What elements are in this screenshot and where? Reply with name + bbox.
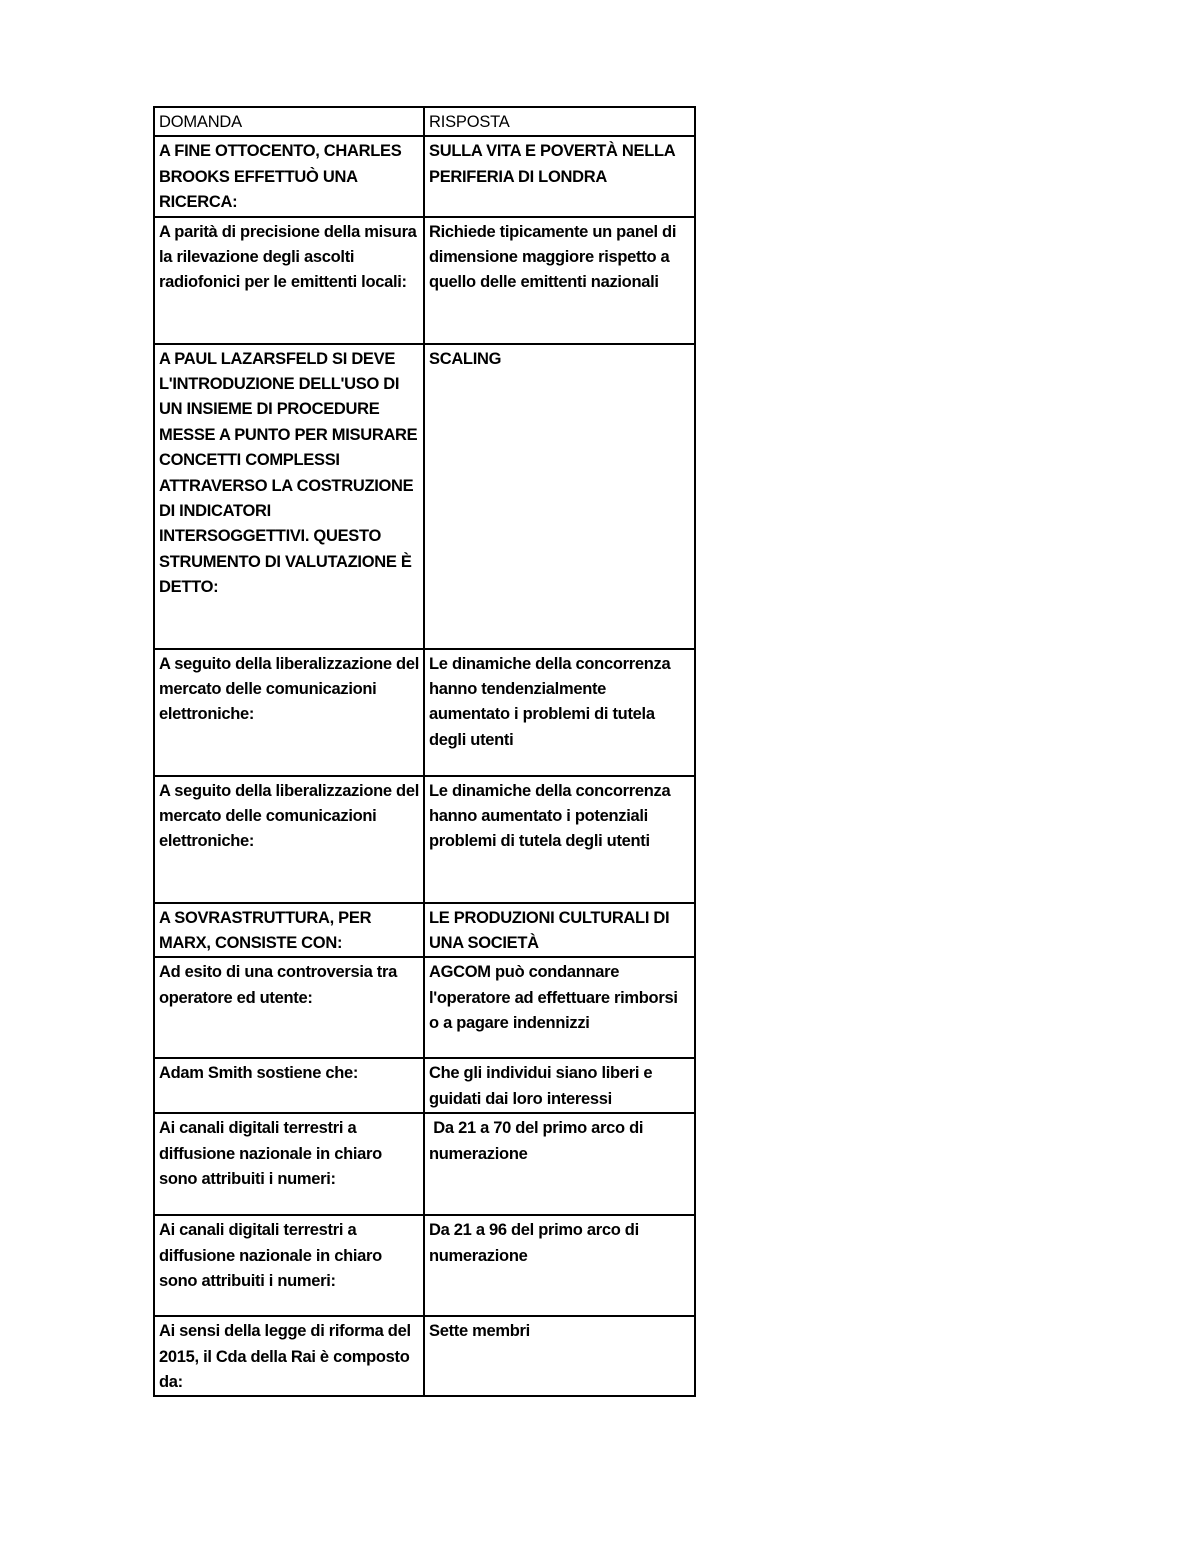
question-cell: A FINE OTTOCENTO, CHARLES BROOKS EFFETTUÒ UNA RICERCA:	[154, 136, 424, 216]
question-cell: Ai sensi della legge di riforma del 2015, il Cda della Rai è composto da:	[154, 1316, 424, 1396]
table-row	[154, 957, 695, 1058]
answer-cell: SULLA VITA E POVERTÀ NELLA PERIFERIA DI LONDRA	[424, 136, 695, 216]
question-cell: Ad esito di una controversia tra operatore ed utente:	[154, 957, 424, 1058]
table-row	[154, 1113, 695, 1215]
answer-cell: LE PRODUZIONI CULTURALI DI UNA SOCIETÀ	[424, 903, 695, 958]
table-row	[154, 776, 695, 903]
answer-cell: Da 21 a 96 del primo arco di numerazione	[424, 1215, 695, 1316]
question-cell: Ai canali digitali terrestri a diffusione nazionale in chiaro sono attribuiti i numeri:	[154, 1113, 424, 1215]
question-cell: A PAUL LAZARSFELD SI DEVE L'INTRODUZIONE DELL'USO DI UN INSIEME DI PROCEDURE MESSE A PUNTO PER MISURARE CONCETTI COMPLESSI ATTRAVERSO LA COSTRUZIONE DI INDICATORI INTERSOGGETTIVI. QUESTO STRUMENTO DI VALUTAZIONE È DETTO:	[154, 344, 424, 649]
question-cell: A parità di precisione della misura la rilevazione degli ascolti radiofonici per le emittenti locali:	[154, 217, 424, 344]
answer-cell: SCALING	[424, 344, 695, 649]
answer-cell: Da 21 a 70 del primo arco di numerazione	[424, 1113, 695, 1215]
header-domanda: DOMANDA	[154, 107, 424, 136]
table-row	[154, 344, 695, 649]
table-row	[154, 1058, 695, 1113]
header-risposta: RISPOSTA	[424, 107, 695, 136]
answer-cell: Che gli individui siano liberi e guidati dai loro interessi	[424, 1058, 695, 1113]
question-cell: A seguito della liberalizzazione del mercato delle comunicazioni elettroniche:	[154, 649, 424, 776]
table-row	[154, 903, 695, 958]
qa-table	[153, 106, 696, 1397]
table-row	[154, 1215, 695, 1316]
question-cell: Ai canali digitali terrestri a diffusione nazionale in chiaro sono attribuiti i numeri:	[154, 1215, 424, 1316]
answer-cell: AGCOM può condannare l'operatore ad effettuare rimborsi o a pagare indennizzi	[424, 957, 695, 1058]
question-cell: A SOVRASTRUTTURA, PER MARX, CONSISTE CON:	[154, 903, 424, 958]
table-row	[154, 1316, 695, 1396]
question-cell: A seguito della liberalizzazione del mercato delle comunicazioni elettroniche:	[154, 776, 424, 903]
table-row	[154, 136, 695, 216]
answer-cell: Sette membri	[424, 1316, 695, 1396]
table-row	[154, 217, 695, 344]
table-header-row	[154, 107, 695, 136]
table-row	[154, 649, 695, 776]
answer-cell: Le dinamiche della concorrenza hanno tendenzialmente aumentato i problemi di tutela degli utenti	[424, 649, 695, 776]
answer-cell: Richiede tipicamente un panel di dimensione maggiore rispetto a quello delle emittenti nazionali	[424, 217, 695, 344]
question-cell: Adam Smith sostiene che:	[154, 1058, 424, 1113]
answer-cell: Le dinamiche della concorrenza hanno aumentato i potenziali problemi di tutela degli utenti	[424, 776, 695, 903]
